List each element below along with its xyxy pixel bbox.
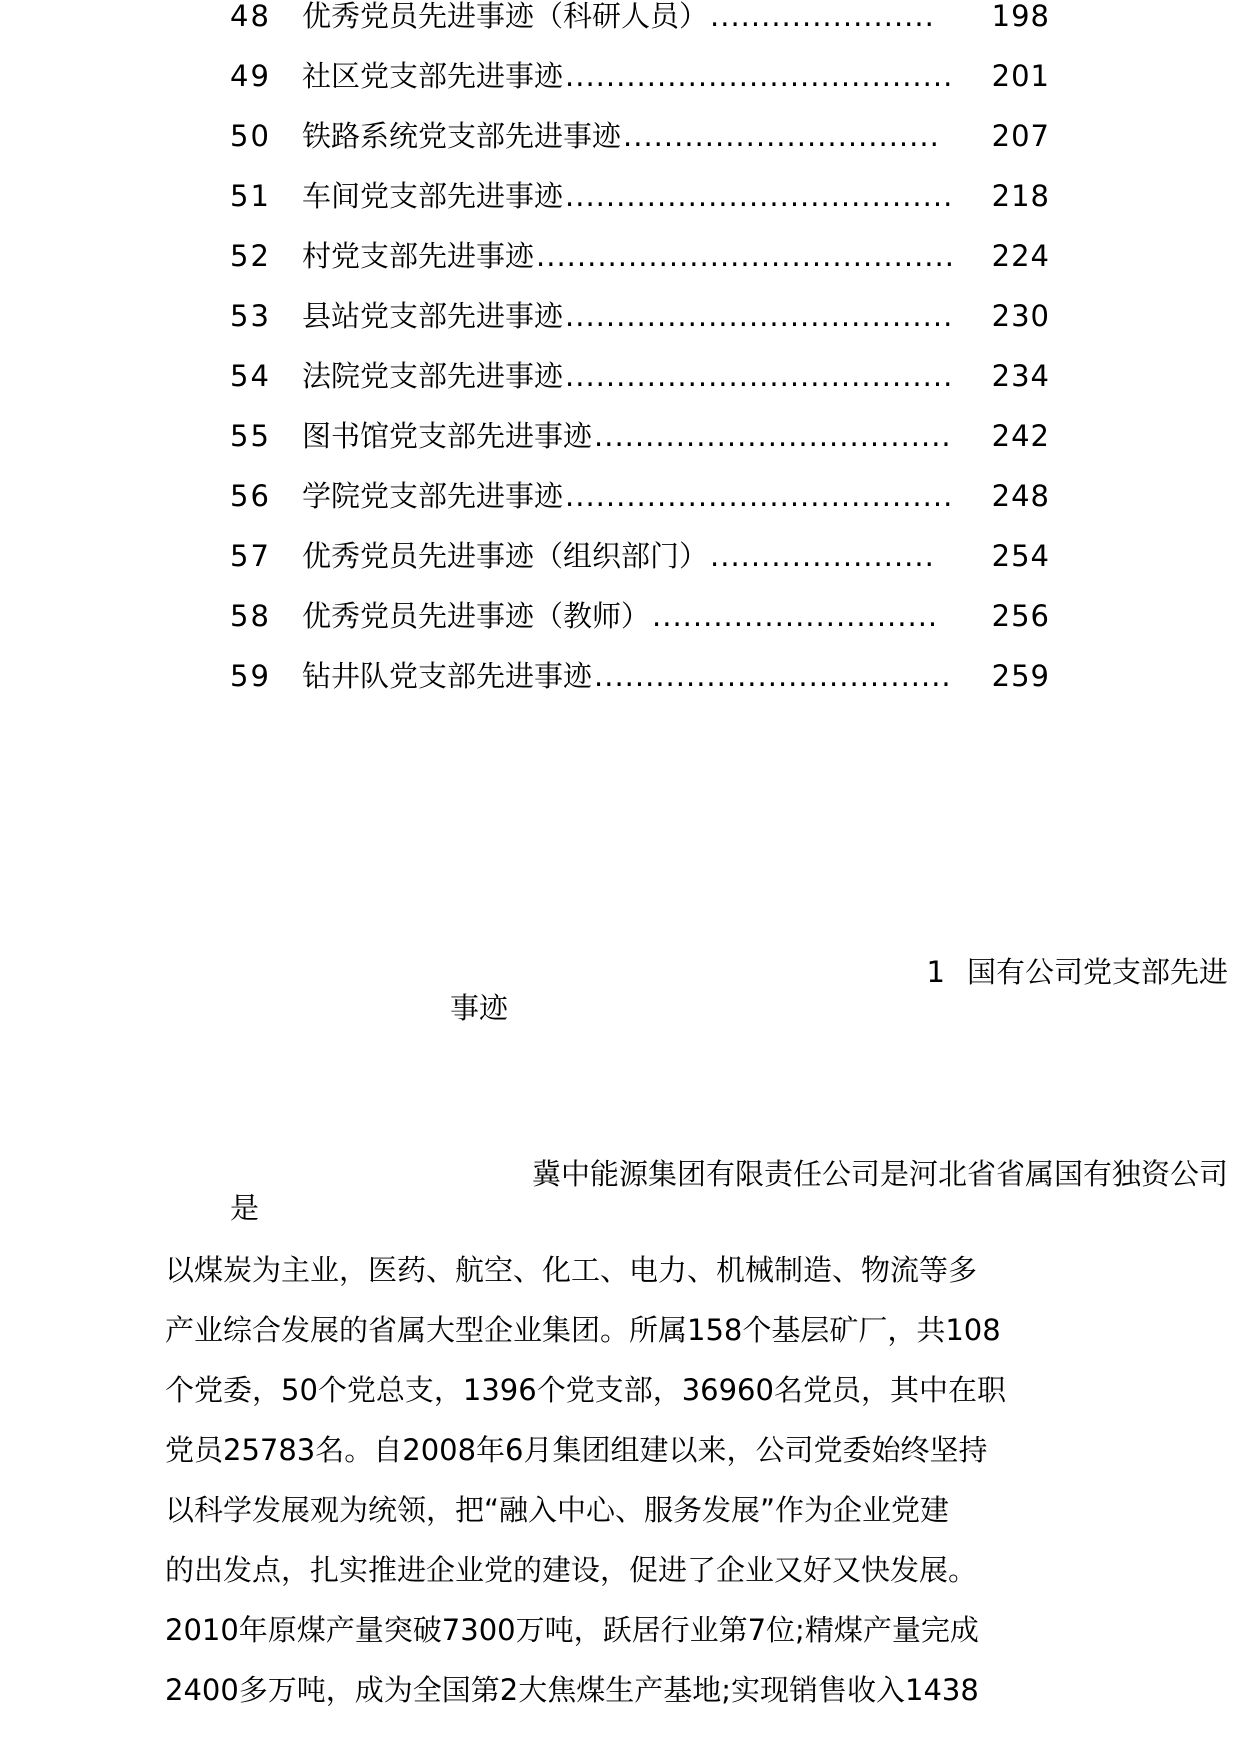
toc-entry-number: 51 (230, 179, 271, 213)
body-line: 党员25783名。自2008年6月集团组建以来，公司党委始终坚持 (165, 1433, 988, 1467)
toc-entry-title: 图书馆党支部先进事迹 (302, 419, 593, 453)
toc-entry-title: 车间党支部先进事迹 (302, 179, 564, 213)
toc-entry-page: 242 (991, 419, 1050, 453)
section-heading-number: 1 (926, 955, 945, 989)
toc-entry-number: 49 (230, 59, 271, 93)
toc-entry[interactable] (230, 296, 1050, 336)
toc-entry-number: 56 (230, 479, 271, 513)
toc-entry-title: 优秀党员先进事迹（教师） (302, 599, 651, 633)
toc-entry[interactable] (230, 596, 1050, 636)
body-line: 个党委，50个党总支，1396个党支部，36960名党员，其中在职 (165, 1373, 1006, 1407)
toc-entry-page: 234 (991, 359, 1050, 393)
toc-entry[interactable] (230, 0, 1050, 36)
toc-entry-title: 铁路系统党支部先进事迹 (302, 119, 622, 153)
toc-entry[interactable] (230, 116, 1050, 156)
toc-entry-title: 钻井队党支部先进事迹 (302, 659, 593, 693)
toc-leader-dots: ...................... (710, 539, 935, 573)
toc-entry-page: 259 (991, 659, 1050, 693)
toc-leader-dots: ...................................... (565, 179, 954, 213)
toc-entry-page: 224 (991, 239, 1050, 273)
toc-entry-title: 村党支部先进事迹 (302, 239, 535, 273)
toc-leader-dots: ...................... (710, 0, 935, 33)
toc-leader-dots: ...................................... (565, 59, 954, 93)
body-first-line-wrap: 是 (230, 1191, 260, 1225)
toc-entry-number: 52 (230, 239, 271, 273)
toc-entry-title: 学院党支部先进事迹 (302, 479, 564, 513)
toc-leader-dots: ...................................... (565, 299, 954, 333)
toc-leader-dots: ................................... (594, 419, 952, 453)
toc-entry-number: 53 (230, 299, 271, 333)
body-line: 产业综合发展的省属大型企业集团。所属158个基层矿厂，共108 (165, 1313, 1001, 1347)
toc-entry[interactable] (230, 416, 1050, 456)
toc-entry-title: 优秀党员先进事迹（科研人员） (302, 0, 709, 33)
body-line: 的出发点，扎实推进企业党的建设，促进了企业又好又快发展。 (165, 1553, 978, 1587)
section-heading-title-continued: 事迹 (450, 991, 509, 1025)
body-line: 以科学发展观为统领，把“融入中心、服务发展”作为企业党建 (165, 1493, 950, 1527)
toc-entry-page: 248 (991, 479, 1050, 513)
toc-entry[interactable] (230, 536, 1050, 576)
toc-leader-dots: ...................................... (565, 359, 954, 393)
section-heading-title: 国有公司党支部先进 (966, 955, 1228, 989)
toc-entry-number: 58 (230, 599, 271, 633)
toc-entry-number: 54 (230, 359, 271, 393)
section-heading (927, 952, 1228, 992)
body-line: 以煤炭为主业，医药、航空、化工、电力、机械制造、物流等多 (165, 1253, 978, 1287)
toc-leader-dots: ................................... (594, 659, 952, 693)
toc-entry-title: 县站党支部先进事迹 (302, 299, 564, 333)
toc-entry-page: 198 (991, 0, 1050, 33)
toc-leader-dots: ...................................... (565, 479, 954, 513)
toc-entry-title: 社区党支部先进事迹 (302, 59, 564, 93)
toc-entry-number: 57 (230, 539, 271, 573)
toc-entry-number: 50 (230, 119, 271, 153)
toc-entry-title: 优秀党员先进事迹（组织部门） (302, 539, 709, 573)
body-line: 2010年原煤产量突破7300万吨，跃居行业第7位;精煤产量完成 (165, 1613, 979, 1647)
toc-entry-page: 207 (991, 119, 1050, 153)
toc-entry-page: 230 (991, 299, 1050, 333)
toc-leader-dots: ............................ (652, 599, 939, 633)
toc-leader-dots: ............................... (623, 119, 940, 153)
body-line: 2400多万吨，成为全国第2大焦煤生产基地;实现销售收入1438 (165, 1673, 979, 1707)
toc-entry-page: 201 (991, 59, 1050, 93)
toc-entry[interactable] (230, 236, 1050, 276)
toc-entry[interactable] (230, 356, 1050, 396)
toc-entry[interactable] (230, 656, 1050, 696)
toc-leader-dots: ......................................... (536, 239, 955, 273)
toc-entry[interactable] (230, 56, 1050, 96)
toc-entry-page: 218 (991, 179, 1050, 213)
toc-entry-number: 55 (230, 419, 271, 453)
toc-entry[interactable] (230, 176, 1050, 216)
toc-entry-title: 法院党支部先进事迹 (302, 359, 564, 393)
toc-entry-number: 48 (230, 0, 271, 33)
toc-entry-number: 59 (230, 659, 271, 693)
body-first-line: 冀中能源集团有限责任公司是河北省省属国有独资公司 (531, 1157, 1228, 1191)
toc-entry-page: 256 (991, 599, 1050, 633)
toc-entry[interactable] (230, 476, 1050, 516)
toc-entry-page: 254 (991, 539, 1050, 573)
